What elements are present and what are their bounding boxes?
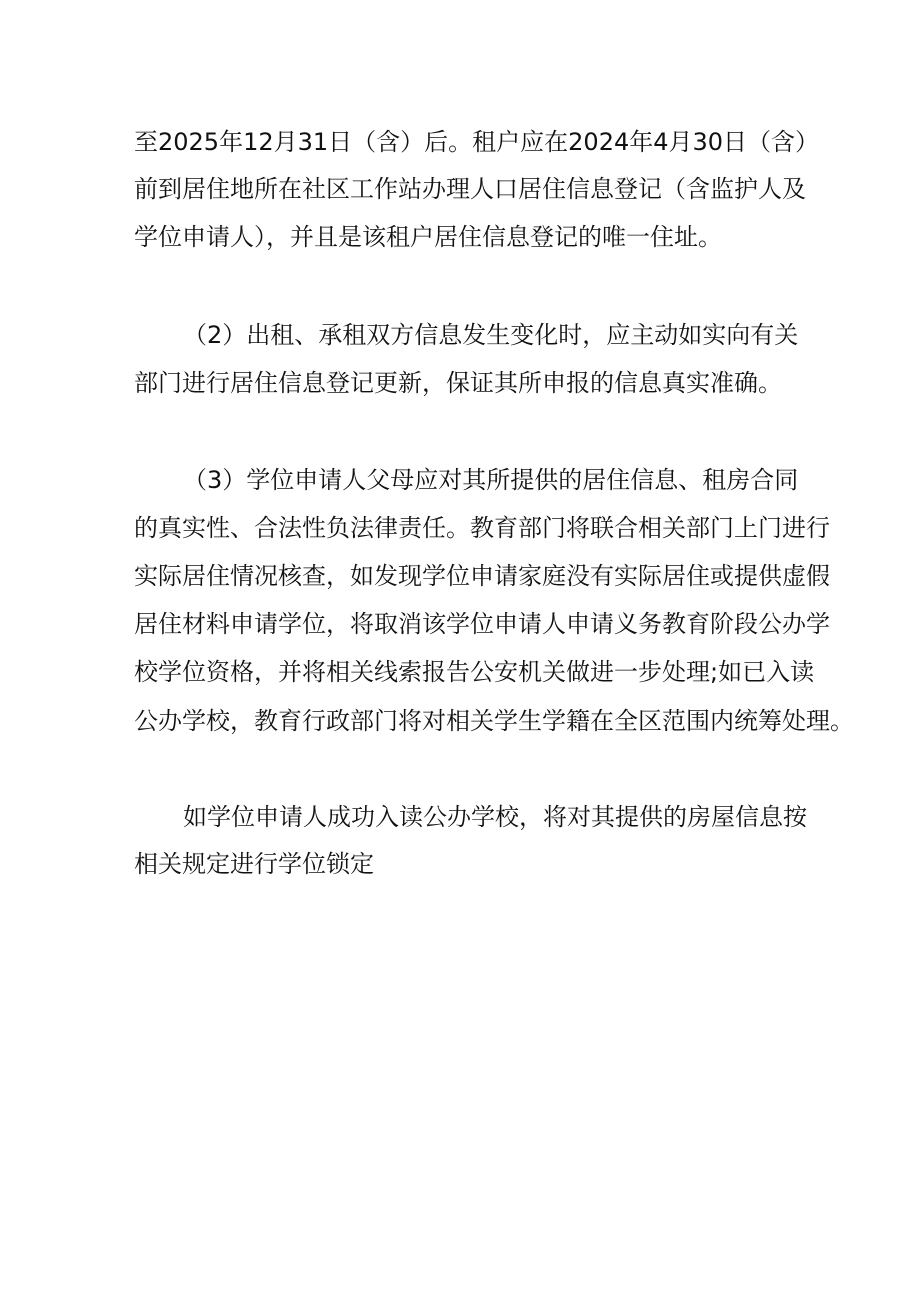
- paragraph-4-line-1: 如学位申请人成功入读公办学校，将对其提供的房屋信息按: [183, 803, 807, 831]
- paragraph-3-line-2: 的真实性、合法性负法律责任。教育部门将联合相关部门上门进行: [134, 514, 830, 542]
- paragraph-2-line-2: 部门进行居住信息登记更新，保证其所申报的信息真实准确。: [134, 369, 782, 397]
- paragraph-1-line-2: 前到居住地所在社区工作站办理人口居住信息登记（含监护人及: [134, 175, 806, 203]
- paragraph-3-line-3: 实际居住情况核查，如发现学位申请家庭没有实际居住或提供虚假: [134, 562, 830, 590]
- paragraph-3-line-4: 居住材料申请学位，将取消该学位申请人申请义务教育阶段公办学: [134, 610, 830, 638]
- paragraph-4-line-2: 相关规定进行学位锁定: [134, 850, 374, 878]
- paragraph-3-line-1: （3）学位申请人父母应对其所提供的居住信息、租房合同: [183, 466, 799, 494]
- paragraph-2-line-1: （2）出租、承租双方信息发生变化时，应主动如实向有关: [183, 321, 799, 349]
- paragraph-1-line-3: 学位申请人），并且是该租户居住信息登记的唯一住址。: [134, 223, 722, 251]
- paragraph-3-line-6: 公办学校，教育行政部门将对相关学生学籍在全区范围内统筹处理。: [134, 707, 854, 735]
- paragraph-1-line-1: 至2025年12月31日（含）后。租户应在2024年4月30日（含）: [134, 128, 820, 156]
- paragraph-3-line-5: 校学位资格，并将相关线索报告公安机关做进一步处理;如已入读: [134, 658, 815, 686]
